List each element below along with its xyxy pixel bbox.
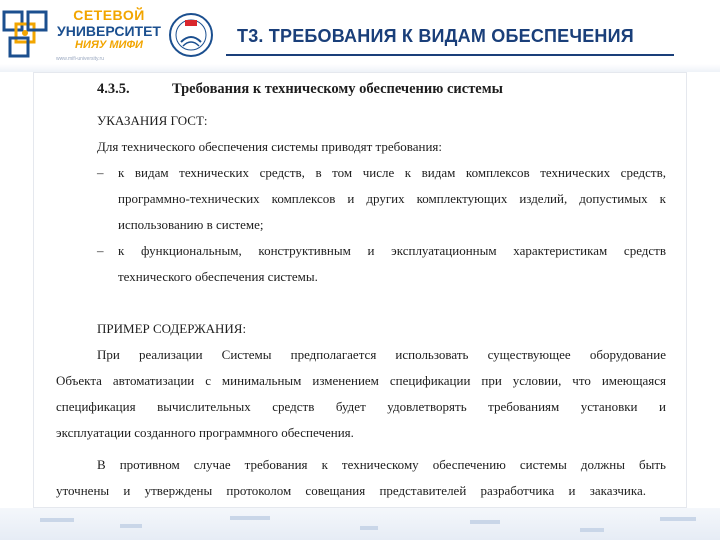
title-underline <box>226 54 674 56</box>
paragraph1-line3: спецификация вычислительных средств будет удовлетворять требованиям установки и <box>56 399 666 414</box>
slide-header <box>0 0 720 72</box>
paragraph1-line2: Объекта автоматизации с минимальным изменением спецификации при условии, что имеющаяся <box>56 373 666 388</box>
document-page <box>33 72 687 508</box>
gost-heading: УКАЗАНИЯ ГОСТ: <box>97 113 208 128</box>
bullet-marker: – <box>97 243 104 258</box>
university-name-line3: НИЯУ МИФИ <box>75 39 143 51</box>
footer-decoration <box>0 508 720 540</box>
bullet2-line2: технического обеспечения системы. <box>118 269 318 284</box>
university-name-line2: УНИВЕРСИТЕТ <box>57 23 161 39</box>
bullet2-line1: к функциональным, конструктивным и эксплуатационным характеристикам средств <box>118 243 666 258</box>
example-heading: ПРИМЕР СОДЕРЖАНИЯ: <box>97 321 247 336</box>
network-university-logo-icon <box>2 8 50 60</box>
paragraph1-line1: При реализации Системы предполагается использовать существующее оборудование <box>97 347 666 362</box>
bullet-marker: – <box>97 165 104 180</box>
paragraph2-line2: уточнены и утверждены протоколом совещания представителей разработчика и заказчика. <box>56 483 646 498</box>
bullet1-line3: использованию в системе; <box>118 217 264 232</box>
university-name-line1: СЕТЕВОЙ <box>73 7 145 23</box>
bullet1-line2: программно-технических комплексов и других комплектующих изделий, допустимых к <box>118 191 666 206</box>
mephi-seal-icon <box>168 12 214 58</box>
bullet1-line1: к видам технических средств, в том числе к видам комплексов технических средств, <box>118 165 666 180</box>
slide-title: Т3. ТРЕБОВАНИЯ К ВИДАМ ОБЕСПЕЧЕНИЯ <box>237 26 634 46</box>
intro-line: Для технического обеспечения системы приводят требования: <box>97 139 442 154</box>
decor-pixel <box>40 518 74 522</box>
decor-pixel <box>360 526 378 530</box>
decor-pixel <box>470 520 500 524</box>
decor-pixel <box>660 517 696 521</box>
section-number: 4.3.5. <box>97 81 130 97</box>
header-divider <box>0 64 720 72</box>
decor-pixel <box>120 524 142 528</box>
university-name <box>54 8 164 51</box>
section-title: Требования к техническому обеспечению системы <box>172 81 503 97</box>
paragraph1-line4: эксплуатации созданного программного обеспечения. <box>56 425 354 440</box>
paragraph2-line1: В противном случае требования к техническому обеспечению системы должны быть <box>97 457 666 472</box>
decor-pixel <box>580 528 604 532</box>
university-website: www.mifi-university.ru <box>56 56 104 62</box>
decor-pixel <box>230 516 270 520</box>
